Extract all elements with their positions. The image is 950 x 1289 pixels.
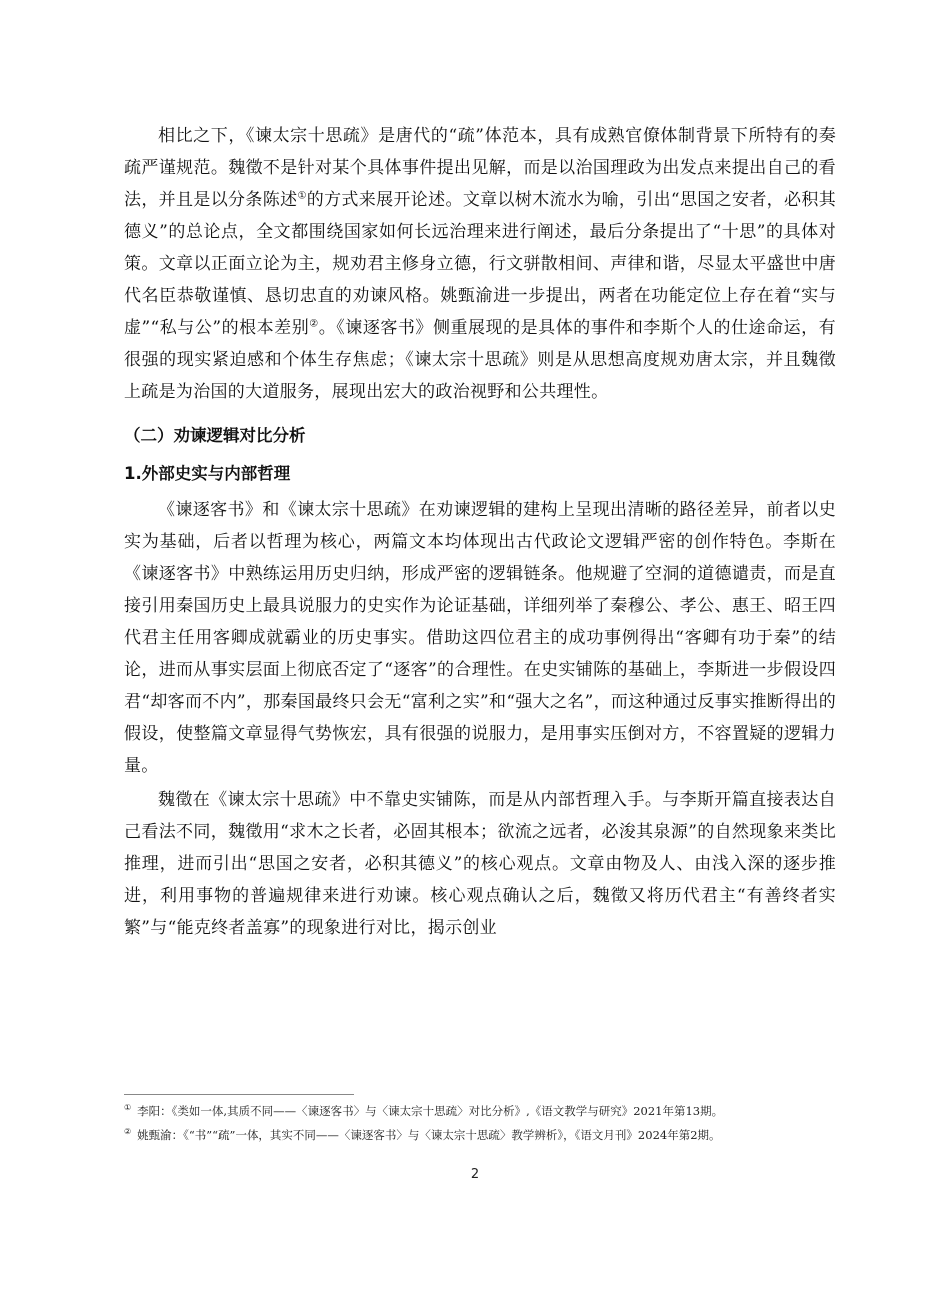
paragraph-text: 。《谏逐客书》侧重展现的是具体的事件和李斯个人的仕途命运，有很强的现实紧迫感和个体生存焦虑；《谏太宗十思疏》则是从思想高度规劝唐太宗，并且魏徵上疏是为治国的大道服务，展现出宏大的政治视野和公共理性。 xyxy=(124,318,836,402)
footnote-divider xyxy=(124,1094,354,1095)
footnote-text: 姚甄渝：《“书”“疏”一体，其实不同——〈谏逐客书〉与〈谏太宗十思疏〉教学辨析》，《语文月刊》2024年第2期。 xyxy=(137,1128,721,1142)
footnote-text: 李阳：《类如一体,其质不同——〈谏逐客书〉与〈谏太宗十思疏〉对比分析》,《语文教学与研究》2021年第13期。 xyxy=(137,1104,724,1118)
subsection-heading: 1.外部史实与内部哲理 xyxy=(124,464,291,483)
footnote-1 xyxy=(124,1102,836,1120)
paragraph-text: 相比之下，《谏太宗十思疏》是唐代的“疏”体范本，具有成熟官僚体制背景下所特有的奏疏严谨规范。魏徵不是针对某个具体事件提出见解，而是以治国理政为出发点来提出自己的看法，并且是以分条陈述 xyxy=(124,126,836,210)
paragraph-text: 的方式来展开论述。文章以树木流水为喻，引出“思国之安者，必积其德义”的总论点，全文都围绕国家如何长远治理来进行阐述，最后分条提出了“十思”的具体对策。文章以正面立论为主，规劝君主修身立德，行文骈散相间、声律和谐，尽显太平盛世中唐代名臣恭敬谨慎、恳切忠直的劝谏风格。姚甄渝进一步提出，两者在功能定位上存在着“实与虚”“私与公”的根本差别 xyxy=(124,190,837,338)
footnotes xyxy=(124,1102,836,1150)
footnote-mark: ① xyxy=(124,1103,132,1113)
paragraph-historical-facts: 《谏逐客书》和《谏太宗十思疏》在劝谏逻辑的建构上呈现出清晰的路径差异，前者以史实为基础，后者以哲理为核心，两篇文本均体现出古代政论文逻辑严密的创作特色。李斯在《谏逐客书》中熟练运用历史归纳，形成严密的逻辑链条。他规避了空洞的道德谴责，而是直接引用秦国历史上最具说服力的史实作为论证基础，详细列举了秦穆公、孝公、惠王、昭王四代君主任用客卿成就霸业的历史事实。借助这四位君主的成功事例得出“客卿有功于秦”的结论，进而从事实层面上彻底否定了“逐客”的合理性。在史实铺陈的基础上，李斯进一步假设四君“却客而不内”，那秦国最终只会无“富利之实”和“强大之名”，而这种通过反事实推断得出的假设，使整篇文章显得气势恢宏，具有很强的说服力，是用事实压倒对方，不容置疑的逻辑力量。 xyxy=(124,500,836,776)
paragraph-philosophy: 魏徵在《谏太宗十思疏》中不靠史实铺陈，而是从内部哲理入手。与李斯开篇直接表达自己看法不同，魏徵用“求木之长者，必固其根本；欲流之远者，必浚其泉源”的自然现象来类比推理，进而引出“思国之安者，必积其德义”的核心观点。文章由物及人、由浅入深的逐步推进，利用事物的普遍规律来进行劝谏。核心观点确认之后，魏徵又将历代君主“有善终者实繁”与“能克终者盖寡”的现象进行对比，揭示创业 xyxy=(124,790,836,938)
section-heading: （二）劝谏逻辑对比分析 xyxy=(124,426,306,445)
paragraph-comparison xyxy=(124,120,836,408)
footnote-mark: ② xyxy=(124,1127,132,1137)
footnote-2 xyxy=(124,1126,836,1144)
footnote-ref-1[interactable]: ① xyxy=(297,190,307,202)
page-number: 2 xyxy=(470,1167,480,1182)
document-body xyxy=(124,120,836,944)
footnote-ref-2[interactable]: ② xyxy=(309,318,319,330)
